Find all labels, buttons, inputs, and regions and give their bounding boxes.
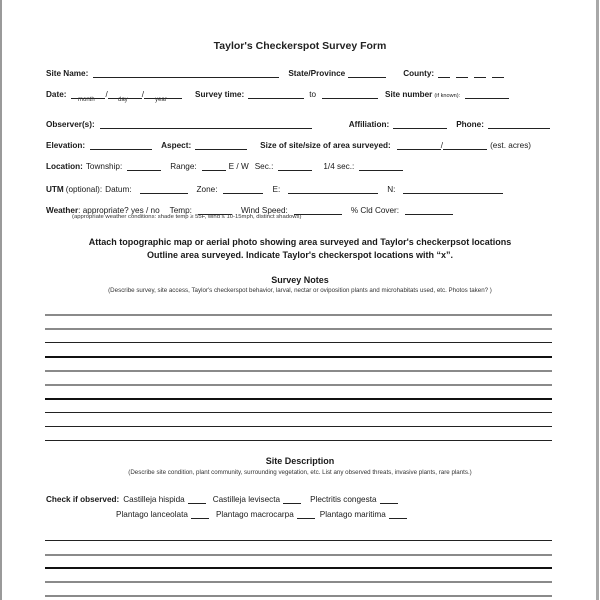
site-description-line-1[interactable] — [45, 540, 552, 541]
site-size-unit: (est. acres) — [490, 141, 532, 150]
site-size-sep: / — [440, 141, 444, 150]
survey-notes-line-6[interactable] — [45, 384, 552, 386]
date-day-caption: day — [118, 97, 128, 103]
plant-check-castilleja-levisecta[interactable] — [283, 494, 301, 504]
plant-label-castilleja-hispida: Castilleja hispida — [123, 495, 185, 504]
county-field-4[interactable] — [492, 68, 504, 78]
survey-notes-line-7[interactable] — [45, 398, 552, 400]
quarter-sec-label: 1/4 sec.: — [323, 162, 355, 171]
wind-speed-label: Wind Speed: — [240, 206, 288, 215]
survey-notes-line-1[interactable] — [45, 314, 552, 316]
survey-notes-heading: Survey Notes — [271, 275, 329, 285]
phone-label: Phone: — [456, 120, 484, 129]
site-description-line-3[interactable] — [45, 567, 552, 569]
instructions-line-2: Outline area surveyed. Indicate Taylor's checkerspot locations with “x”. — [146, 250, 454, 260]
plant-label-plantago-lanceolata: Plantago lanceolata — [116, 510, 188, 519]
plant-label-plantago-maritima: Plantago maritima — [319, 510, 386, 519]
county-field-1[interactable] — [438, 68, 450, 78]
aspect-field[interactable] — [195, 140, 247, 150]
survey-notes-line-9[interactable] — [45, 426, 552, 427]
zone-label: Zone: — [196, 185, 218, 194]
utm-label: UTM — [46, 185, 64, 194]
row-date — [46, 85, 512, 99]
site-description-line-4[interactable] — [45, 581, 552, 583]
page-border-left — [0, 0, 2, 600]
datum-label: Datum: — [105, 185, 132, 194]
county-label: County: — [403, 69, 435, 78]
row-check-observed-2 — [116, 505, 410, 519]
utm-e-label: E: — [272, 185, 281, 194]
site-description-hint: (Describe site condition, plant community, surrounding vegetation, etc. List any observed threats, invasive plants, rare plants.) — [128, 469, 472, 476]
sec-label: Sec.: — [254, 162, 274, 171]
elevation-label: Elevation: — [46, 141, 86, 150]
site-name-field[interactable] — [93, 68, 279, 78]
township-field[interactable] — [127, 161, 161, 171]
datum-field[interactable] — [140, 184, 188, 194]
site-number-label: Site number — [385, 90, 433, 99]
date-sep-1: / — [105, 90, 108, 99]
survey-notes-line-8[interactable] — [45, 412, 552, 413]
row-observers — [46, 115, 553, 129]
row-site — [46, 64, 507, 78]
site-size-label: Size of site/size of area surveyed: — [260, 141, 391, 150]
utm-e-field[interactable] — [288, 184, 378, 194]
weather-appropriate-label: : appropriate? yes / no — [78, 206, 160, 215]
ew-label: E / W — [228, 162, 249, 171]
survey-notes-hint: (Describe survey, site access, Taylor's checkerspot behavior, larval, nectar or oviposition plants and microhabitats used, etc. Photos taken? ) — [108, 287, 492, 294]
utm-n-field[interactable] — [403, 184, 503, 194]
row-location — [46, 157, 406, 171]
survey-time-label: Survey time: — [195, 90, 245, 99]
weather-label: Weather — [46, 206, 79, 215]
date-month-caption: month — [78, 97, 95, 103]
cloud-cover-label: % Cld Cover: — [350, 206, 400, 215]
form-title: Taylor's Checkerspot Survey Form — [213, 40, 387, 52]
survey-notes-line-4[interactable] — [45, 356, 552, 358]
state-province-label: State/Province — [288, 69, 346, 78]
location-label: Location: — [46, 162, 83, 171]
range-label: Range: — [170, 162, 197, 171]
aspect-label: Aspect: — [161, 141, 192, 150]
site-description-heading: Site Description — [265, 456, 335, 466]
row-utm — [46, 180, 506, 194]
plant-label-castilleja-levisecta: Castilleja levisecta — [212, 495, 281, 504]
site-number-field[interactable] — [465, 89, 509, 99]
survey-notes-line-5[interactable] — [45, 370, 552, 372]
state-province-field[interactable] — [348, 68, 386, 78]
row-check-observed-1 — [46, 490, 401, 504]
page-border-right — [596, 0, 599, 600]
instructions-line-1: Attach topographic map or aerial photo showing area surveyed and Taylor's checkerpsot locations — [88, 237, 512, 247]
county-field-3[interactable] — [474, 68, 486, 78]
plant-check-plantago-macrocarpa[interactable] — [297, 509, 315, 519]
quarter-sec-field[interactable] — [359, 161, 403, 171]
county-field-2[interactable] — [456, 68, 468, 78]
weather-note: (appropriate weather conditions: shade temp ≥ 55F, wind ≤ 10-15mph, distinct shadows) — [72, 214, 302, 220]
affiliation-label: Affiliation: — [348, 120, 390, 129]
temp-label: Temp: — [169, 206, 192, 215]
plant-check-plantago-maritima[interactable] — [389, 509, 407, 519]
elevation-field[interactable] — [90, 140, 152, 150]
survey-notes-line-3[interactable] — [45, 342, 552, 343]
date-sep-2: / — [141, 90, 145, 99]
site-description-line-2[interactable] — [45, 554, 552, 556]
site-size-field[interactable] — [397, 140, 444, 150]
cloud-cover-field[interactable] — [405, 205, 453, 215]
utm-optional-label: (optional): — [65, 185, 103, 194]
township-label: Township: — [85, 162, 123, 171]
site-description-line-5[interactable] — [45, 595, 552, 597]
date-year-caption: year — [155, 97, 167, 103]
row-elevation — [46, 136, 531, 150]
sec-field[interactable] — [278, 161, 312, 171]
plant-check-plectritis-congesta[interactable] — [380, 494, 398, 504]
area-surveyed-field[interactable] — [440, 140, 487, 150]
observers-label: Observer(s): — [46, 120, 95, 129]
date-label: Date: — [46, 90, 67, 99]
survey-time-end-field[interactable] — [322, 89, 378, 99]
utm-n-label: N: — [387, 185, 396, 194]
survey-notes-line-2[interactable] — [45, 328, 552, 330]
plant-check-plantago-lanceolata[interactable] — [191, 509, 209, 519]
site-number-hint: (if known): — [434, 93, 461, 99]
plant-label-plantago-macrocarpa: Plantago macrocarpa — [215, 510, 294, 519]
affiliation-field[interactable] — [393, 119, 447, 129]
range-field[interactable] — [202, 161, 226, 171]
observers-field[interactable] — [100, 119, 312, 129]
survey-notes-line-10[interactable] — [45, 440, 552, 441]
survey-time-start-field[interactable] — [248, 89, 304, 99]
phone-field[interactable] — [488, 119, 550, 129]
plant-check-castilleja-hispida[interactable] — [188, 494, 206, 504]
row-weather — [46, 201, 456, 215]
plant-label-plectritis-congesta: Plectritis congesta — [310, 495, 377, 504]
check-observed-label: Check if observed: — [46, 495, 120, 504]
survey-time-to-label: to — [309, 90, 317, 99]
zone-field[interactable] — [223, 184, 263, 194]
site-name-label: Site Name: — [46, 69, 89, 78]
